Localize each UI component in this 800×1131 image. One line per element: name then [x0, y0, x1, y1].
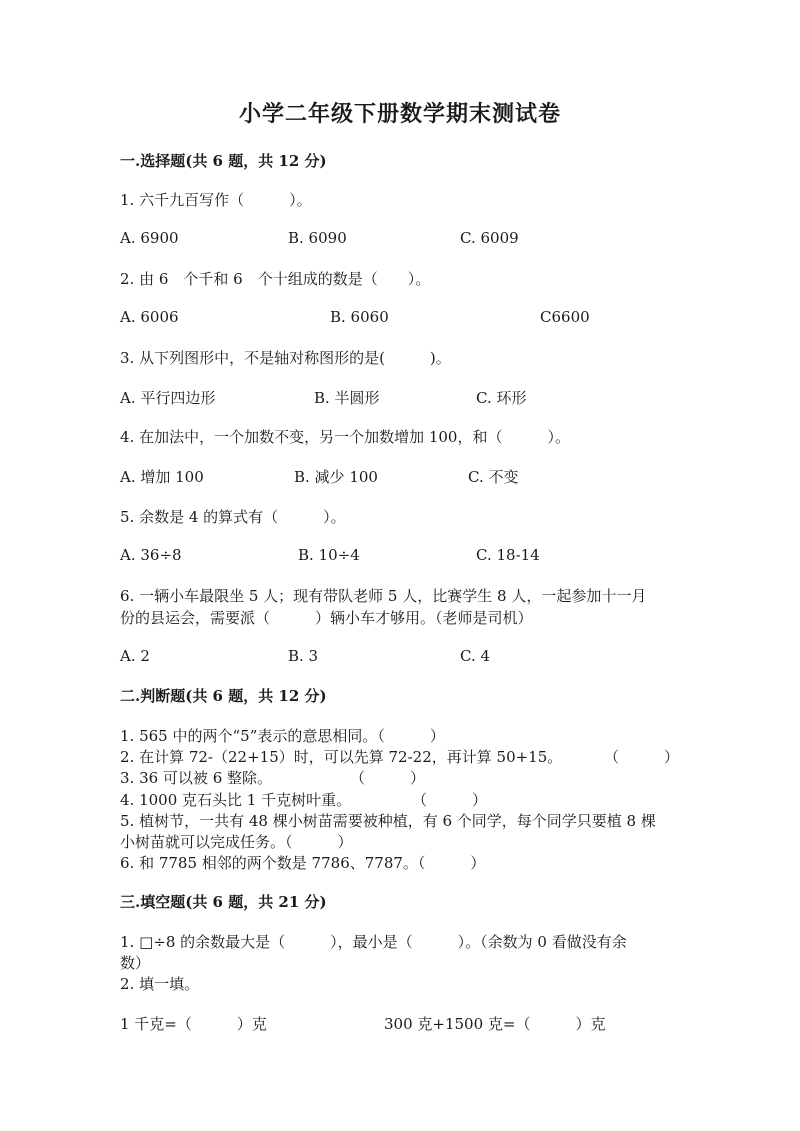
judge-2: 2. 在计算 72-（22+15）时，可以先算 72-22，再计算 50+15。 [120, 748, 563, 766]
question-5: 5. 余数是 4 的算式有（ ）。 [120, 508, 346, 526]
option-c: C. 6009 [460, 229, 519, 247]
judge-4-blank: （ ） [412, 791, 488, 809]
option-b: B. 6090 [288, 229, 347, 247]
judge-5-line-2: 小树苗就可以完成任务。（ ） [120, 833, 353, 851]
option-a: A. 6006 [120, 308, 179, 326]
judge-6: 6. 和 7785 相邻的两个数是 7786、7787。（ ） [120, 854, 486, 872]
judge-3: 3. 36 可以被 6 整除。 [120, 769, 273, 787]
option-b: B. 3 [288, 647, 319, 665]
option-c: C. 不变 [468, 468, 519, 486]
fill-1-line-2: 数） [120, 954, 151, 972]
question-1: 1. 六千九百写作（ ）。 [120, 191, 312, 209]
section-heading-fill: 三.填空题(共 6 题，共 21 分) [120, 893, 327, 911]
judge-3-blank: （ ） [350, 769, 426, 787]
question-2: 2. 由 6 个千和 6 个十组成的数是（ ）。 [120, 270, 431, 288]
question-3: 3. 从下列图形中，不是轴对称图形的是( )。 [120, 349, 451, 367]
judge-5-line-1: 5. 植树节，一共有 48 棵小树苗需要被种植，有 6 个同学，每个同学只要植 8 棵 [120, 812, 656, 830]
section-heading-judge: 二.判断题(共 6 题，共 12 分) [120, 687, 327, 705]
judge-4: 4. 1000 克石头比 1 千克树叶重。 [120, 791, 352, 809]
option-a: A. 增加 100 [120, 468, 204, 486]
option-b: B. 10÷4 [298, 546, 360, 564]
question-6-line-2: 份的县运会，需要派（ ）辆小车才够用。（老师是司机） [120, 609, 533, 627]
option-b: B. 6060 [330, 308, 389, 326]
option-c: C. 环形 [476, 389, 527, 407]
section-heading-choice: 一.选择题(共 6 题，共 12 分) [120, 152, 327, 170]
page-title: 小学二年级下册数学期末测试卷 [238, 101, 561, 127]
judge-1: 1. 565 中的两个“5”表示的意思相同。（ ） [120, 727, 445, 745]
option-a: A. 36÷8 [120, 546, 182, 564]
fill-1-line-1: 1. □÷8 的余数最大是（ ），最小是（ ）。（余数为 0 看做没有余 [120, 933, 627, 951]
option-b: B. 减少 100 [294, 468, 378, 486]
option-a: A. 平行四边形 [120, 389, 216, 407]
fill-2-item-2: 300 克+1500 克=（ ）克 [384, 1015, 606, 1033]
question-6-line-1: 6. 一辆小车最限坐 5 人；现有带队老师 5 人，比赛学生 8 人，一起参加十一月 [120, 587, 647, 605]
question-4: 4. 在加法中，一个加数不变，另一个加数增加 100，和（ ）。 [120, 428, 570, 446]
fill-2-item-1: 1 千克=（ ）克 [120, 1015, 267, 1033]
option-c: C. 18-14 [476, 546, 540, 564]
judge-2-blank: （ ） [604, 748, 680, 766]
option-b: B. 半圆形 [314, 389, 380, 407]
option-a: A. 6900 [120, 229, 179, 247]
option-c: C. 4 [460, 647, 491, 665]
option-c: C6600 [540, 308, 590, 326]
fill-2: 2. 填一填。 [120, 975, 200, 993]
option-a: A. 2 [120, 647, 150, 665]
